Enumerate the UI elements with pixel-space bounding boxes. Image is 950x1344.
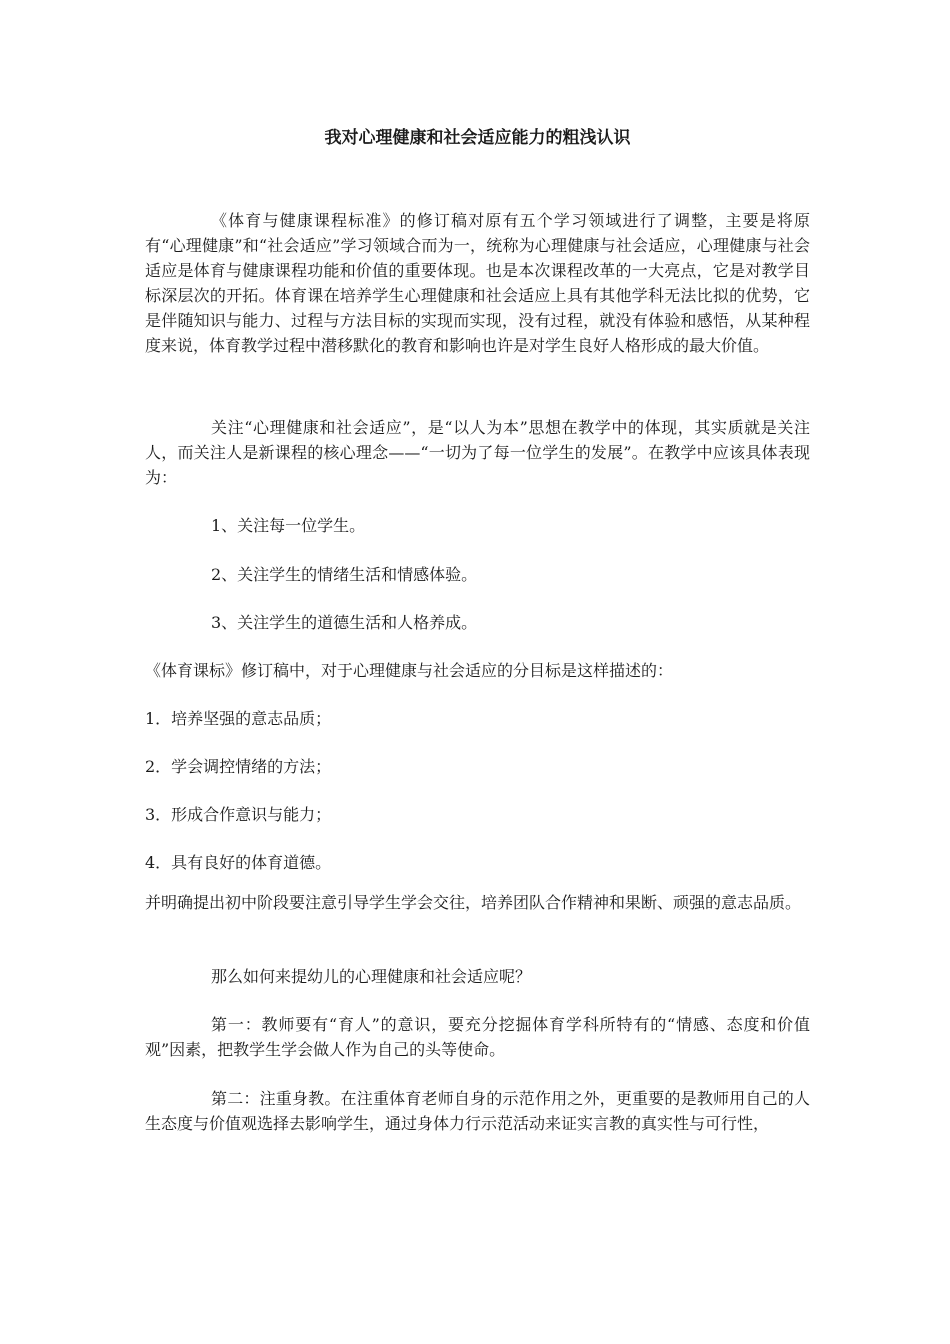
- list-item-goal-2: 2．学会调控情绪的方法；: [145, 757, 332, 776]
- list-item-goal-1: 1．培养坚强的意志品质；: [145, 709, 332, 728]
- list-item-goal-4: 4．具有良好的体育道德。: [145, 853, 332, 872]
- paragraph-question: 那么如何来提幼儿的心理健康和社会适应呢？: [211, 967, 532, 986]
- list-item-focus-2: 2、关注学生的情绪生活和情感体验。: [211, 565, 478, 584]
- list-item-goal-3: 3．形成合作意识与能力；: [145, 805, 332, 824]
- list-item-focus-1: 1、关注每一位学生。: [211, 516, 366, 535]
- document-title: 我对心理健康和社会适应能力的粗浅认识: [324, 128, 631, 148]
- paragraph-subgoals-intro: 《体育课标》修订稿中，对于心理健康与社会适应的分目标是这样描述的：: [145, 661, 674, 680]
- list-item-focus-3: 3、关注学生的道德生活和人格养成。: [211, 613, 478, 632]
- paragraph-junior-stage: 并明确提出初中阶段要注意引导学生学会交往，培养团队合作精神和果断、顽强的意志品质。: [145, 893, 802, 912]
- paragraph-first-point: 第一：教师要有“育人”的意识，要充分挖掘体育学科所特有的“情感、态度和价值观”因素，把教学生学会做人作为自己的头等使命。: [145, 1015, 810, 1059]
- paragraph-intro: 《体育与健康课程标准》的修订稿对原有五个学习领域进行了调整，主要是将原有“心理健康”和“社会适应”学习领域合而为一，统称为心理健康与社会适应，心理健康与社会适应是体育与健康课程功能和价值的重要体现。也是本次课程改革的一大亮点，它是对教学目标深层次的开拓。体育课在培养学生心理健康和社会适应上具有其他学科无法比拟的优势，它是伴随知识与能力、过程与方法目标的实现而实现，没有过程，就没有体验和感悟，从某种程度来说，体育教学过程中潜移默化的教育和影响也许是对学生良好人格形成的最大价值。: [145, 211, 810, 355]
- paragraph-focus: 关注“心理健康和社会适应”，是“以人为本”思想在教学中的体现，其实质就是关注人，而关注人是新课程的核心理念——“一切为了每一位学生的发展”。在教学中应该具体表现为：: [145, 418, 810, 487]
- paragraph-second-point: 第二：注重身教。在注重体育老师自身的示范作用之外，更重要的是教师用自己的人生态度与价值观选择去影响学生，通过身体力行示范活动来证实言教的真实性与可行性，: [145, 1089, 810, 1133]
